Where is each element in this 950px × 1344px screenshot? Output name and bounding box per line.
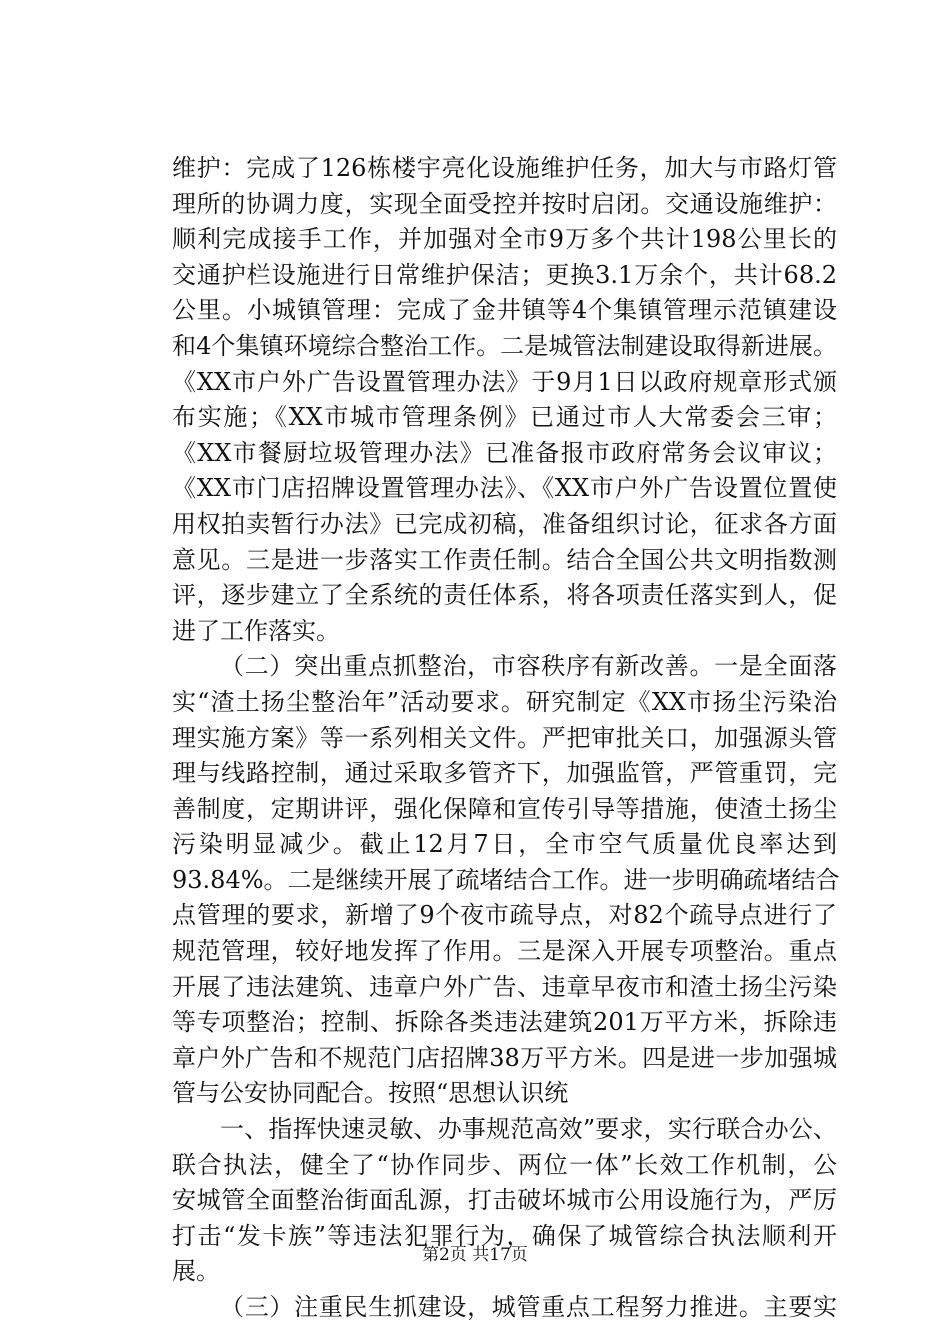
text-line: 评，逐步建立了全系统的责任体系，将各项责任落实到人，促: [172, 581, 837, 610]
text-line: 《XX市门店招牌设置管理办法》、《XX市户外广告设置位置使: [172, 474, 837, 503]
text-line: 维护：完成了126栋楼宇亮化设施维护任务，加大与市路灯管: [172, 154, 837, 182]
text-line: 污染明显减少。截止12月7日，全市空气质量优良率达到: [172, 830, 837, 859]
text-line: 善制度，定期讲评，强化保障和宣传引导等措施，使渣土扬尘: [172, 794, 837, 823]
text-line: 打击“发卡族”等违法犯罪行为，确保了城管综合执法顺利开: [172, 1221, 837, 1250]
text-line: 展。: [172, 1257, 220, 1286]
text-line: 用权拍卖暂行办法》已完成初稿，准备组织讨论，征求各方面: [172, 509, 837, 538]
text-line: 规范管理，较好地发挥了作用。三是深入开展专项整治。重点: [172, 937, 837, 966]
text-line: 联合执法，健全了“协作同步、两位一体”长效工作机制，公: [172, 1150, 837, 1179]
text-line: 点管理的要求，新增了9个夜市疏导点，对82个疏导点进行了: [172, 901, 837, 930]
text-line: 安城管全面整治街面乱源，打击破坏城市公用设施行为，严厉: [172, 1186, 837, 1215]
document-body: [172, 151, 840, 1326]
text-line: 管与公安协同配合。按照“思想认识统: [172, 1079, 569, 1108]
text-line: 和4个集镇环境综合整治工作。二是城管法制建设取得新进展。: [172, 331, 837, 360]
text-line: 顺利完成接手工作，并加强对全市9万多个共计198公里长的: [172, 225, 837, 254]
page-footer: 第2页 共17页: [422, 1245, 528, 1265]
text-line: 《XX市餐厨垃圾管理办法》已准备报市政府常务会议审议；: [172, 438, 837, 467]
text-line: （三）注重民生抓建设，城管重点工程努力推进。主要实: [220, 1293, 837, 1321]
text-line: 开展了违法建筑、违章户外广告、违章早夜市和渣土扬尘污染: [172, 972, 837, 1001]
text-line: 理所的协调力度，实现全面受控并按时启闭。交通设施维护：: [172, 189, 837, 218]
text-line: 交通护栏设施进行日常维护保洁；更换3.1万余个，共计68.2: [172, 260, 837, 289]
text-line: 等专项整治；控制、拆除各类违法建筑201万平方米，拆除违: [172, 1008, 837, 1037]
text-line: 意见。三是进一步落实工作责任制。结合全国公共文明指数测: [172, 545, 837, 574]
text-line: 公里。小城镇管理：完成了金井镇等4个集镇管理示范镇建设: [172, 296, 837, 325]
text-line: 理与线路控制，通过采取多管齐下，加强监管，严管重罚，完: [172, 759, 837, 788]
text-line: 进了工作落实。: [172, 616, 340, 645]
text-line: 《XX市户外广告设置管理办法》于9月1日以政府规章形式颁: [172, 367, 837, 396]
text-line: 93.84%。二是继续开展了疏堵结合工作。进一步明确疏堵结合: [172, 865, 840, 894]
text-line: 布实施；《XX市城市管理条例》已通过市人大常委会三审；: [172, 403, 837, 432]
text-line: 一、指挥快速灵敏、办事规范高效”要求，实行联合办公、: [220, 1115, 837, 1144]
text-line: （二）突出重点抓整治，市容秩序有新改善。一是全面落: [220, 652, 837, 681]
text-line: 理实施方案》等一系列相关文件。严把审批关口，加强源头管: [172, 723, 837, 752]
text-line: 实“渣土扬尘整治年”活动要求。研究制定《XX市扬尘污染治: [172, 687, 837, 716]
text-line: 章户外广告和不规范门店招牌38万平方米。四是进一步加强城: [172, 1043, 837, 1072]
